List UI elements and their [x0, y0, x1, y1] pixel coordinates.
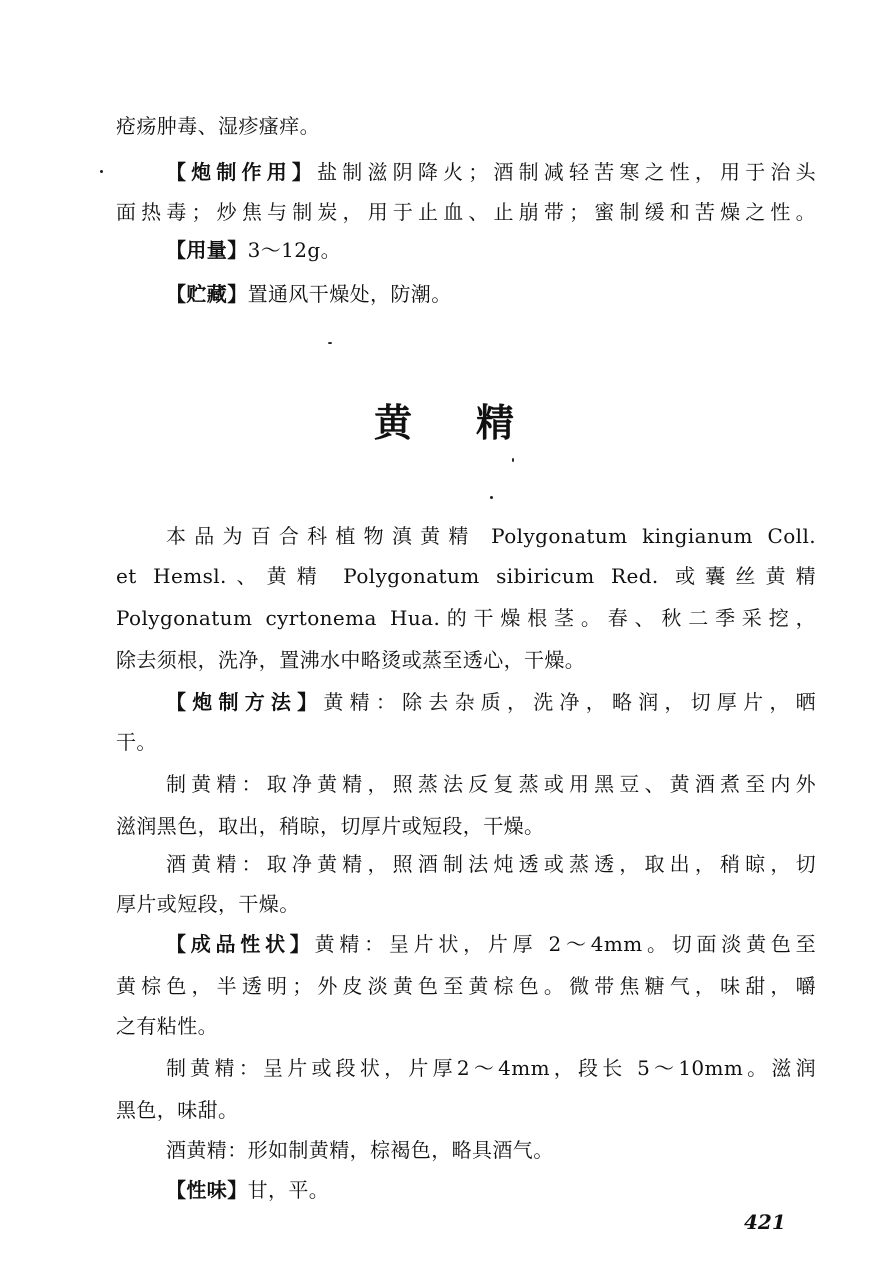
processing-effect-tag: 【炮制作用】	[166, 160, 318, 184]
product-traits-line-1	[166, 930, 816, 958]
dosage-text: 3～12g。	[247, 238, 341, 262]
dosage-tag: 【用量】	[166, 238, 248, 262]
processing-method-tag: 【炮制方法】	[166, 690, 324, 714]
processing-method-line-1	[166, 688, 816, 716]
scan-speck	[512, 458, 514, 462]
intro-line-3: Polygonatum cyrtonema Hua.的干燥根茎。春、秋二季采挖，	[116, 606, 816, 630]
product-traits-line-2: 黄棕色，半透明；外皮淡黄色至黄棕色。微带焦糖气，味甜，嚼	[116, 974, 816, 998]
wine-processed-line-2: 厚片或短段，干燥。	[116, 892, 300, 916]
dosage-line	[166, 236, 816, 264]
page-number: 421	[744, 1210, 786, 1234]
scan-speck	[100, 170, 103, 173]
nature-taste-tag: 【性味】	[166, 1178, 248, 1202]
nature-taste-text: 甘，平。	[247, 1178, 330, 1202]
wine-processed-line-1: 酒黄精：取净黄精，照酒制法炖透或蒸透，取出，稍晾，切	[166, 852, 816, 876]
prepared-traits-line-1: 制黄精：呈片或段状，片厚2～4mm，段长 5～10mm。滋润	[166, 1056, 816, 1080]
processing-method-line-2: 干。	[116, 730, 157, 754]
scan-speck	[328, 342, 332, 344]
processing-effect-text-1: 盐制滋阴降火；酒制减轻苦寒之性，用于治头	[317, 160, 817, 184]
product-traits-text-1: 黄精：呈片状，片厚 2～4mm。切面淡黄色至	[314, 932, 816, 956]
prepared-line-2: 滋润黑色，取出，稍晾，切厚片或短段，干燥。	[116, 814, 545, 838]
scan-speck	[490, 496, 493, 499]
storage-text: 置通风干燥处，防潮。	[247, 282, 452, 306]
prepared-line-1: 制黄精：取净黄精，照蒸法反复蒸或用黑豆、黄酒煮至内外	[166, 772, 816, 796]
prepared-traits-line-2: 黑色，味甜。	[116, 1098, 239, 1122]
intro-line-4: 除去须根，洗净，置沸水中略烫或蒸至透心，干燥。	[116, 648, 586, 672]
prev-entry-line-1: 疮疡肿毒、湿疹瘙痒。	[116, 114, 320, 138]
storage-tag: 【贮藏】	[166, 282, 248, 306]
intro-line-2: et Hemsl.、黄精 Polygonatum sibiricum Red. 或囊丝黄精	[116, 564, 816, 588]
product-traits-tag: 【成品性状】	[166, 932, 315, 956]
processing-effect-line-2: 面热毒；炒焦与制炭，用于止血、止崩带；蜜制缓和苦燥之性。	[116, 200, 816, 224]
entry-title: 黄精	[373, 400, 578, 445]
processing-effect-line-1	[166, 158, 816, 186]
intro-line-1: 本品为百合科植物滇黄精 Polygonatum kingianum Coll.	[166, 524, 816, 548]
product-traits-line-3: 之有粘性。	[116, 1014, 218, 1038]
processing-method-text-1: 黄精：除去杂质，洗净，略润，切厚片，晒	[323, 690, 816, 714]
wine-traits-line-1: 酒黄精：形如制黄精，棕褐色，略具酒气。	[166, 1138, 554, 1162]
storage-line	[166, 280, 816, 308]
nature-taste-line	[166, 1176, 816, 1204]
